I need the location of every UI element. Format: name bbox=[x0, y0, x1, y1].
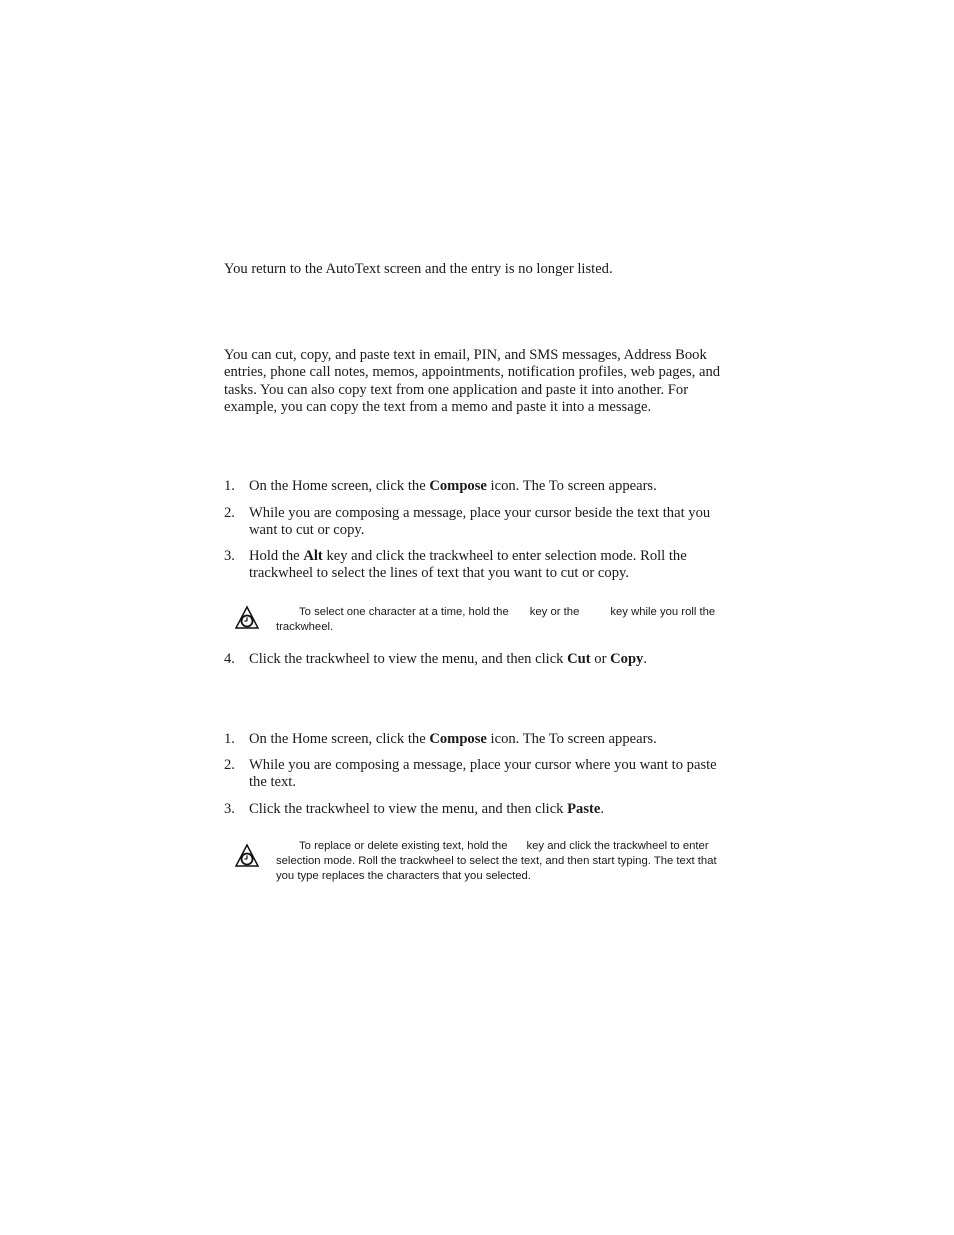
step-number: 3. bbox=[224, 548, 235, 564]
step-text: Click the trackwheel to view the menu, and then click Paste. bbox=[249, 801, 605, 817]
step-text: Click the trackwheel to view the menu, and then click Cut or Copy. bbox=[249, 651, 648, 667]
step-number: 2. bbox=[224, 757, 235, 773]
step-text: On the Home screen, click the Compose icon. The To screen appears. bbox=[249, 731, 657, 747]
step-number: 1. bbox=[224, 478, 235, 494]
tip-icon bbox=[234, 605, 260, 631]
compose-label: Compose bbox=[429, 478, 487, 494]
step-number: 2. bbox=[224, 505, 235, 521]
step-text: On the Home screen, click the Compose icon. The To screen appears. bbox=[249, 478, 657, 494]
copy-label: Copy bbox=[610, 651, 644, 667]
cut-label: Cut bbox=[567, 651, 591, 667]
tip-icon bbox=[234, 843, 260, 869]
step-text: Hold the Alt key and click the trackwheel to enter selection mode. Roll the trackwheel to select the lines of text that you want to cut or copy. bbox=[249, 548, 687, 582]
step-number: 3. bbox=[224, 801, 235, 817]
step-text: While you are composing a message, place your cursor beside the text that you want to cut or copy. bbox=[249, 505, 711, 539]
tip-note-text: To select one character at a time, hold the key or the key while you roll the trackwheel. bbox=[276, 606, 716, 634]
step-number: 1. bbox=[224, 731, 235, 747]
paste-label: Paste bbox=[567, 801, 601, 817]
tip-note-text: To replace or delete existing text, hold the key and click the trackwheel to enter selection mode. Roll the trackwheel to select the text, and then start typing. The text that you type replaces the characters that you selected. bbox=[276, 840, 717, 883]
cut-copy-paste-description: You can cut, copy, and paste text in email, PIN, and SMS messages, Address Book entries, phone call notes, memos, appointments, notification profiles, web pages, and tasks. You can also copy text from one application and paste it into another. For example, you can copy the text from a memo and paste it into a message. bbox=[224, 347, 721, 415]
alt-key-label: Alt bbox=[303, 548, 323, 564]
autotext-return-text: You return to the AutoText screen and the entry is no longer listed. bbox=[224, 261, 613, 277]
step-text: While you are composing a message, place your cursor where you want to paste the text. bbox=[249, 757, 717, 791]
step-number: 4. bbox=[224, 651, 235, 667]
compose-label: Compose bbox=[429, 731, 487, 747]
